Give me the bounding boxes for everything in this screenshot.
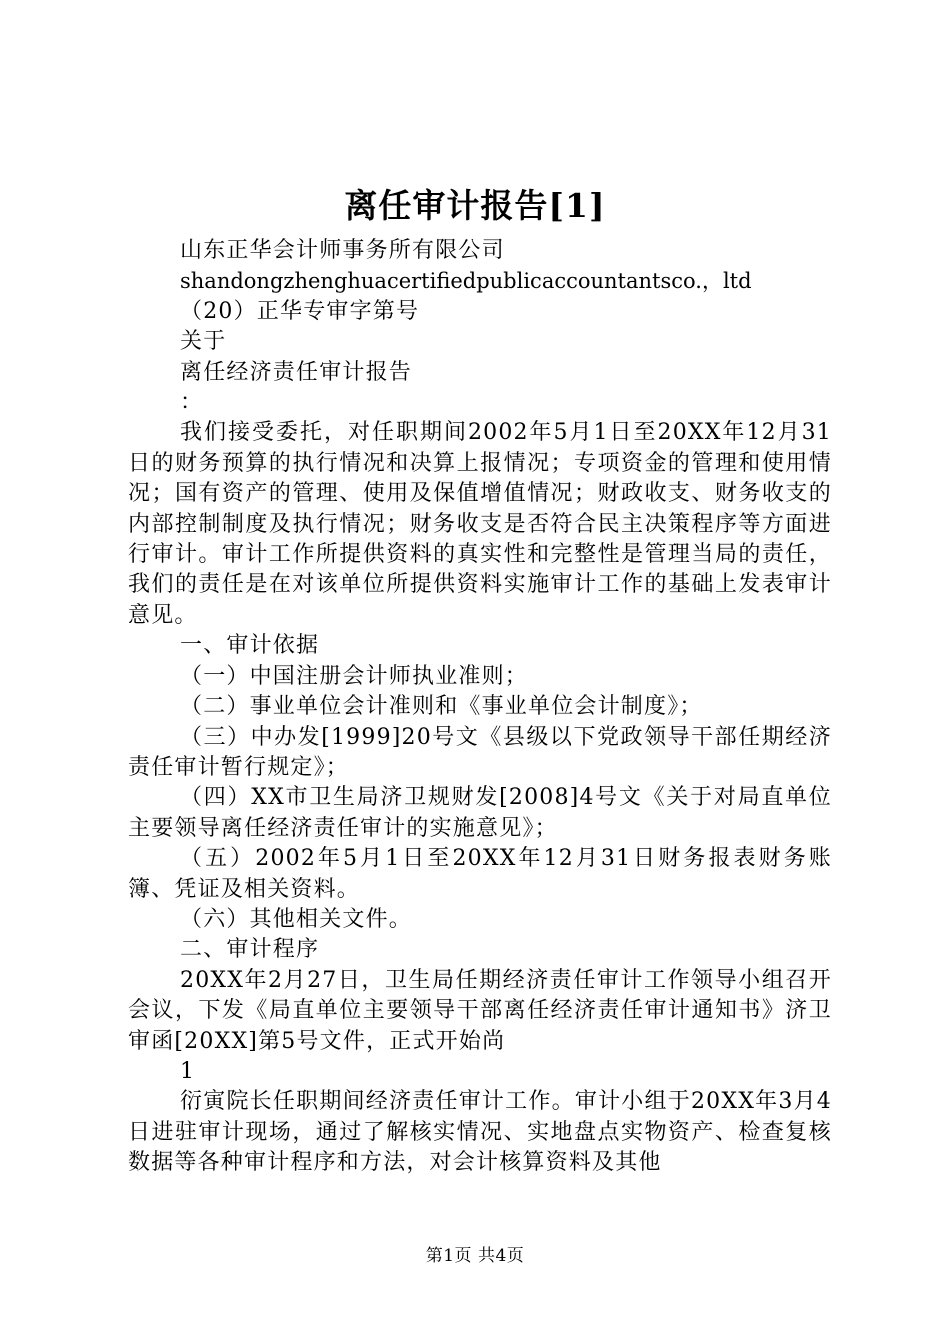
basis-item-6: （六）其他相关文件。 bbox=[180, 906, 413, 932]
basis-item-3: （三）中办发[1999]20号文《县级以下党政领导干部任期经济责任审计暂行规定》； bbox=[128, 724, 832, 780]
document-title: 离任审计报告[1] bbox=[344, 186, 606, 225]
section-heading-audit-basis: 一、审计依据 bbox=[180, 633, 320, 659]
intro-paragraph: 我们接受委托，对任职期间2002年5月1日至20XX年12月31日的财务预算的执行情况和决算上报情况；专项资金的管理和使用情况；国有资产的管理、使用及保值增值情况；财政收支、财务收支的内部控制制度及执行情况；财务收支是否符合民主决策程序等方面进行审计。审计工作所提供资料的真实性和完整性是管理当局的责任，我们的责任是在对该单位所提供资料实施审计工作的基础上发表审计意见。 bbox=[128, 420, 832, 628]
section-heading-audit-procedure: 二、审计程序 bbox=[180, 937, 320, 963]
heading-about: 关于 bbox=[180, 329, 227, 355]
document-body bbox=[128, 236, 832, 1179]
firm-name: 山东正华会计师事务所有限公司 bbox=[180, 238, 505, 263]
basis-item-5: （五）2002年5月1日至20XX年12月31日财务报表财务账簿、凭证及相关资料。 bbox=[128, 846, 832, 902]
basis-item-2: （二）事业单位会计准则和《事业单位会计制度》； bbox=[180, 694, 703, 720]
procedure-paragraph-2: 衍寅院长任职期间经济责任审计工作。审计小组于20XX年3月4日进驻审计现场，通过了解核实情况、实地盘点实物资产、检查复核数据等各种审计程序和方法，对会计核算资料及其他 bbox=[128, 1089, 832, 1176]
procedure-paragraph-1: 20XX年2月27日，卫生局任期经济责任审计工作领导小组召开会议，下发《局直单位主要领导干部离任经济责任审计通知书》济卫审函[20XX]第5号文件，正式开始尚 bbox=[128, 967, 832, 1054]
basis-item-1: （一）中国注册会计师执业准则； bbox=[180, 663, 529, 689]
document-number: （20）正华专审字第号 bbox=[180, 298, 420, 324]
firm-name-english: shandongzhenghuacertifiedpublicaccountantsco.，ltd bbox=[180, 269, 752, 294]
inline-page-number: 1 bbox=[180, 1058, 196, 1084]
page-footer: 第1页 共4页 bbox=[425, 1246, 525, 1266]
report-subtitle: 离任经济责任审计报告 bbox=[180, 359, 413, 385]
addressee-colon: ： bbox=[180, 390, 204, 416]
basis-item-4: （四）XX市卫生局济卫规财发[2008]4号文《关于对局直单位主要领导离任经济责任审计的实施意见》； bbox=[128, 785, 832, 841]
